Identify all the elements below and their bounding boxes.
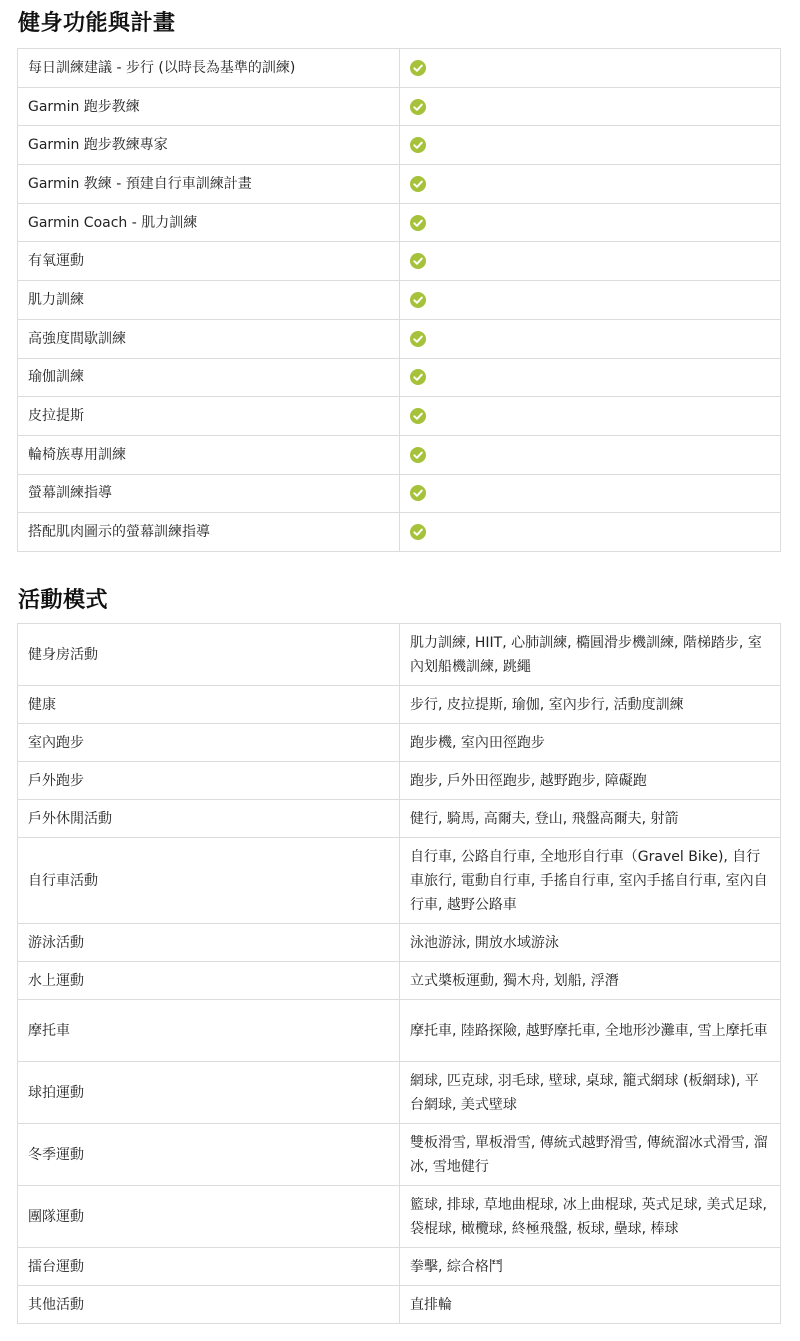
feature-label: Garmin 教練 - 預建自行車訓練計畫 [18,165,400,204]
table-row [18,962,781,1000]
feature-value [400,49,781,88]
table-row [18,724,781,762]
feature-label: 搭配肌肉圖示的螢幕訓練指導 [18,513,400,552]
feature-label: 每日訓練建議 - 步行 (以時長為基準的訓練) [18,49,400,88]
check-icon [410,292,426,308]
feature-value [400,281,781,320]
feature-value [400,87,781,126]
activity-list: 摩托車, 陸路探險, 越野摩托車, 全地形沙灘車, 雪上摩托車 [400,1000,781,1062]
table-row [18,1000,781,1062]
feature-label: 肌力訓練 [18,281,400,320]
feature-label: 高強度間歇訓練 [18,319,400,358]
table-row [18,1186,781,1248]
check-icon [410,215,426,231]
feature-label: 有氧運動 [18,242,400,281]
table-row [18,319,781,358]
table-row [18,474,781,513]
check-icon [410,99,426,115]
activity-list: 健行, 騎馬, 高爾夫, 登山, 飛盤高爾夫, 射箭 [400,800,781,838]
activity-category: 摩托車 [18,1000,400,1062]
table-row [18,435,781,474]
activity-list: 泳池游泳, 開放水域游泳 [400,924,781,962]
table-row [18,87,781,126]
activity-category: 其他活動 [18,1286,400,1324]
activity-category: 室內跑步 [18,724,400,762]
table-row [18,242,781,281]
activity-category: 游泳活動 [18,924,400,962]
table-row [18,624,781,686]
activity-category: 球拍運動 [18,1062,400,1124]
fitness-features-table [17,48,781,552]
feature-label: 輪椅族專用訓練 [18,435,400,474]
table-row [18,203,781,242]
feature-value [400,513,781,552]
feature-value [400,165,781,204]
feature-value [400,319,781,358]
activity-category: 戶外休閒活動 [18,800,400,838]
check-icon [410,137,426,153]
table-row [18,686,781,724]
feature-label: 瑜伽訓練 [18,358,400,397]
table-row [18,397,781,436]
table-row [18,838,781,924]
activity-category: 自行車活動 [18,838,400,924]
activity-category: 冬季運動 [18,1124,400,1186]
check-icon [410,60,426,76]
activity-list: 自行車, 公路自行車, 全地形自行車（Gravel Bike), 自行車旅行, 電動自行車, 手搖自行車, 室內手搖自行車, 室內自行車, 越野公路車 [400,838,781,924]
activity-category: 戶外跑步 [18,762,400,800]
feature-value [400,242,781,281]
feature-label: Garmin Coach - 肌力訓練 [18,203,400,242]
feature-label: Garmin 跑步教練 [18,87,400,126]
feature-label: Garmin 跑步教練專家 [18,126,400,165]
table-row [18,513,781,552]
check-icon [410,524,426,540]
check-icon [410,408,426,424]
table-row [18,165,781,204]
feature-label: 皮拉提斯 [18,397,400,436]
activity-list: 肌力訓練, HIIT, 心肺訓練, 橢圓滑步機訓練, 階梯踏步, 室內划船機訓練, 跳繩 [400,624,781,686]
activity-list: 網球, 匹克球, 羽毛球, 壁球, 桌球, 籠式網球 (板網球), 平台網球, 美式壁球 [400,1062,781,1124]
activity-modes-table [17,623,781,1324]
activity-category: 健身房活動 [18,624,400,686]
table-row [18,49,781,88]
feature-value [400,203,781,242]
table-row [18,1248,781,1286]
feature-value [400,126,781,165]
activity-list: 直排輪 [400,1286,781,1324]
activity-category: 水上運動 [18,962,400,1000]
table-row [18,358,781,397]
check-icon [410,176,426,192]
activity-list: 跑步, 戶外田徑跑步, 越野跑步, 障礙跑 [400,762,781,800]
activity-list: 雙板滑雪, 單板滑雪, 傳統式越野滑雪, 傳統溜冰式滑雪, 溜冰, 雪地健行 [400,1124,781,1186]
table-row [18,762,781,800]
feature-value [400,474,781,513]
table-row [18,126,781,165]
activity-category: 健康 [18,686,400,724]
section-title-activity: 活動模式 [18,588,109,613]
table-row [18,924,781,962]
table-row [18,1286,781,1324]
check-icon [410,331,426,347]
table-row [18,1062,781,1124]
activity-list: 步行, 皮拉提斯, 瑜伽, 室內步行, 活動度訓練 [400,686,781,724]
activity-list: 跑步機, 室內田徑跑步 [400,724,781,762]
table-row [18,281,781,320]
table-row [18,800,781,838]
check-icon [410,369,426,385]
feature-label: 螢幕訓練指導 [18,474,400,513]
check-icon [410,253,426,269]
feature-value [400,435,781,474]
section-title-fitness: 健身功能與計畫 [18,11,176,36]
activity-list: 拳擊, 綜合格鬥 [400,1248,781,1286]
activity-category: 團隊運動 [18,1186,400,1248]
feature-value [400,358,781,397]
check-icon [410,485,426,501]
check-icon [410,447,426,463]
activity-list: 籃球, 排球, 草地曲棍球, 冰上曲棍球, 英式足球, 美式足球, 袋棍球, 橄欖球, 終極飛盤, 板球, 壘球, 棒球 [400,1186,781,1248]
activity-list: 立式槳板運動, 獨木舟, 划船, 浮潛 [400,962,781,1000]
feature-value [400,397,781,436]
table-row [18,1124,781,1186]
activity-category: 擂台運動 [18,1248,400,1286]
